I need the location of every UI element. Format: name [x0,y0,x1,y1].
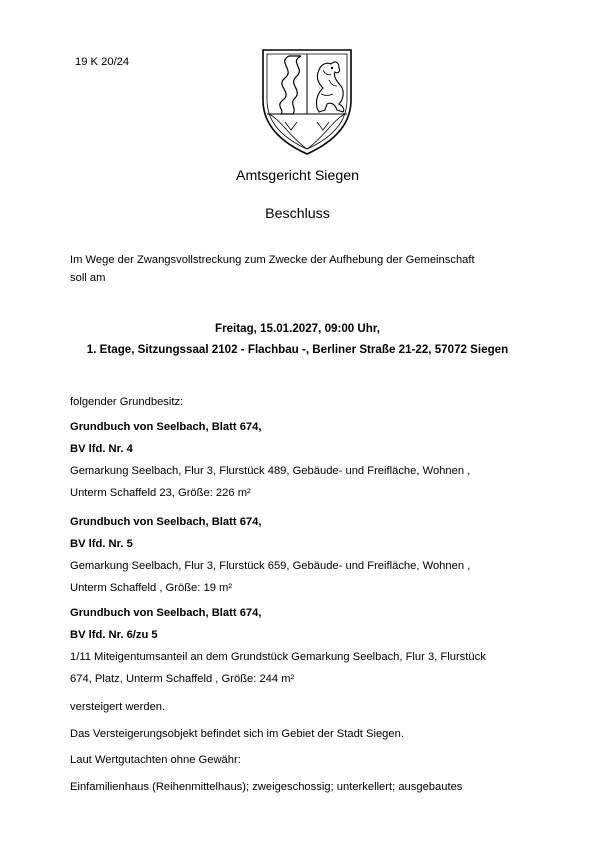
outro-line: Einfamilienhaus (Reihenmittelhaus); zweigeschossig; unterkellert; ausgebautes [70,781,463,793]
outro-line: Das Versteigerungsobjekt befindet sich im Gebiet der Stadt Siegen. [70,728,404,740]
property-title: Grundbuch von Seelbach, Blatt 674, [70,421,262,433]
property-desc: Unterm Schaffeld , Größe: 19 m² [70,582,233,594]
outro-line: versteigert werden. [70,701,166,713]
property-desc: 1/11 Miteigentumsanteil an dem Grundstück Gemarkung Seelbach, Flur 3, Flurstück [70,651,486,663]
auction-location: 1. Etage, Sitzungssaal 2102 - Flachbau -, Berliner Straße 21-22, 57072 Siegen [86,343,509,356]
property-label: folgender Grundbesitz: [70,396,184,408]
property-title: Grundbuch von Seelbach, Blatt 674, [70,516,262,528]
property-bv: BV lfd. Nr. 4 [70,443,133,455]
property-item [70,416,540,504]
property-desc: 674, Platz, Unterm Schaffeld , Größe: 244 m² [70,673,295,685]
intro-text [70,251,540,287]
intro-line: Im Wege der Zwangsvollstreckung zum Zwecke der Aufhebung der Gemeinschaft [70,254,475,266]
case-number: 19 K 20/24 [75,56,130,68]
auction-date: Freitag, 15.01.2027, 09:00 Uhr, [215,322,380,335]
property-item [70,602,540,690]
property-item [70,511,540,599]
property-desc: Gemarkung Seelbach, Flur 3, Flurstück 659, Gebäude- und Freifläche, Wohnen , [70,560,471,572]
property-bv: BV lfd. Nr. 6/zu 5 [70,629,158,641]
coat-of-arms-icon [259,48,355,156]
property-title: Grundbuch von Seelbach, Blatt 674, [70,607,262,619]
property-bv: BV lfd. Nr. 5 [70,538,133,550]
property-desc: Gemarkung Seelbach, Flur 3, Flurstück 489, Gebäude- und Freifläche, Wohnen , [70,465,471,477]
property-desc: Unterm Schaffeld 23, Größe: 226 m² [70,487,251,499]
intro-line: soll am [70,272,106,284]
court-name: Amtsgericht Siegen [235,168,360,184]
outro-line: Laut Wertgutachten ohne Gewähr: [70,754,241,766]
document-type: Beschluss [265,206,330,222]
